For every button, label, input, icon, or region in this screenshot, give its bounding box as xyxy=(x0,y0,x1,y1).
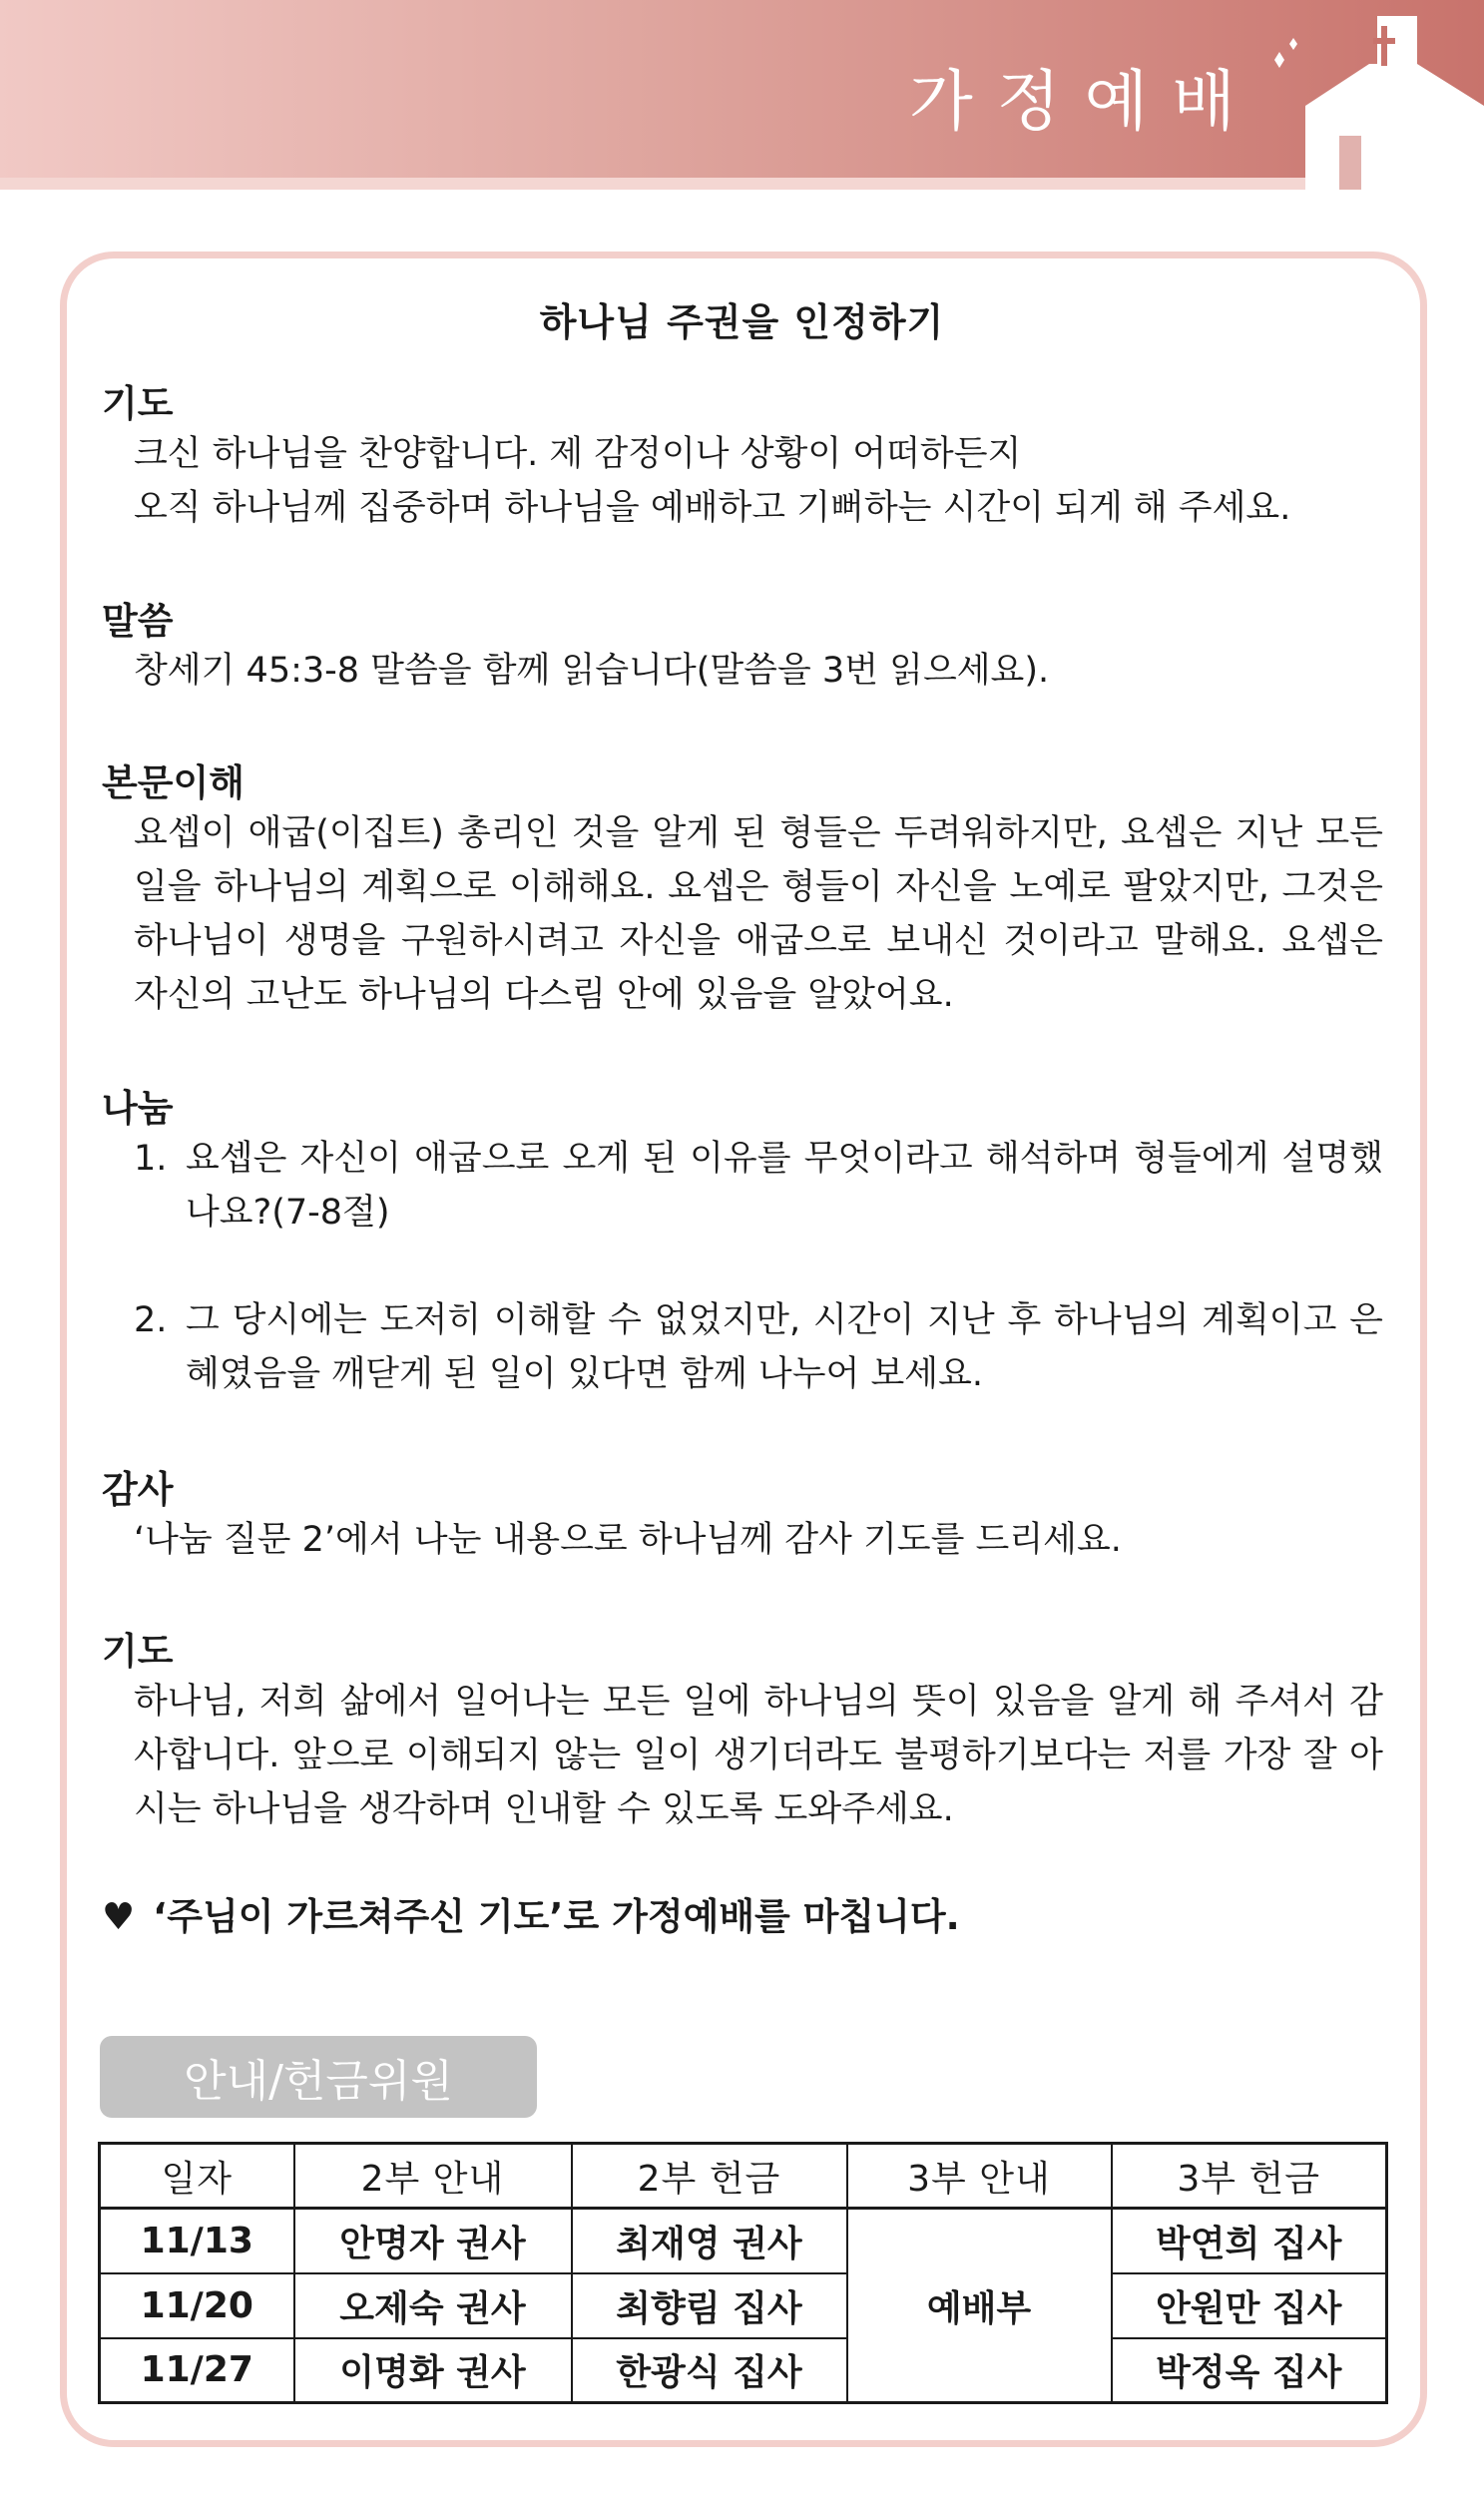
column-header: 2부 안내 xyxy=(294,2144,572,2209)
sharing-list xyxy=(134,1132,1383,1455)
table-cell: 박정옥 집사 xyxy=(1112,2338,1387,2403)
prayer-heading: 기도 xyxy=(102,382,174,425)
list-text: 그 당시에는 도저히 이해할 수 없었지만, 시간이 지난 후 하나님의 계획이고 은혜였음을 깨닫게 된 일이 있다면 함께 나누어 보세요. xyxy=(186,1300,1383,1394)
table-row xyxy=(100,2338,1387,2403)
closing-prayer-heading: 기도 xyxy=(102,1630,174,1673)
table-row xyxy=(100,2273,1387,2338)
prayer-text xyxy=(134,427,1383,535)
word-heading: 말씀 xyxy=(102,600,174,643)
column-header: 3부 안내 xyxy=(847,2144,1112,2209)
roster-label: 안내/헌금위원 xyxy=(100,2036,537,2118)
date-cell: 11/20 xyxy=(100,2273,294,2338)
list-number: 1. xyxy=(134,1139,168,1179)
column-header: 3부 헌금 xyxy=(1112,2144,1387,2209)
date-cell: 11/27 xyxy=(100,2338,294,2403)
prayer-line: 오직 하나님께 집중하며 하나님을 예배하고 기뻐하는 시간이 되게 해 주세요. xyxy=(134,488,1291,528)
understanding-text: 요셉이 애굽(이집트) 총리인 것을 알게 된 형들은 두려워하지만, 요셉은 지난 모든 일을 하나님의 계획으로 이해해요. 요셉은 형들이 자신을 노예로 팔았지만, 그것은 하나님이 생명을 구원하시려고 자신을 애굽으로 보내신 것이라고 말해요. 요셉은 자신의 고난도 하나님의 다스림 안에 있음을 알았어요. xyxy=(134,813,1383,1015)
list-number: 2. xyxy=(134,1300,168,1340)
list-text: 요셉은 자신이 애굽으로 오게 된 이유를 무엇이라고 해석하며 형들에게 설명했나요?(7-8절) xyxy=(186,1139,1383,1233)
header-banner xyxy=(0,0,1484,178)
devotion-title: 하나님 주권을 인정하기 xyxy=(539,300,945,344)
table-header-row xyxy=(100,2144,1387,2209)
header-divider xyxy=(0,178,1484,190)
thanks-text: ‘나눔 질문 2’에서 나눈 내용으로 하나님께 감사 기도를 드리세요. xyxy=(134,1520,1122,1560)
prayer-line: 크신 하나님을 찬양합니다. 제 감정이나 상황이 어떠하든지 xyxy=(134,434,1022,474)
table-cell: 안원만 집사 xyxy=(1112,2273,1387,2338)
thanks-heading: 감사 xyxy=(102,1468,174,1511)
page-title: 가정예배 xyxy=(908,63,1259,140)
list-item xyxy=(134,1132,1383,1240)
list-item xyxy=(134,1293,1383,1401)
church-icon xyxy=(1269,16,1484,190)
column-header: 일자 xyxy=(100,2144,294,2209)
table-cell: 박연희 집사 xyxy=(1112,2209,1387,2273)
closing-text: ‘주님이 가르쳐주신 기도’로 가정예배를 마칩니다. xyxy=(153,1895,960,1938)
sharing-heading: 나눔 xyxy=(102,1087,174,1130)
understanding-heading: 본문이해 xyxy=(102,761,245,804)
date-cell: 11/13 xyxy=(100,2209,294,2273)
table-cell: 안명자 권사 xyxy=(294,2209,572,2273)
roster-table xyxy=(98,2142,1388,2404)
table-cell: 최향림 집사 xyxy=(572,2273,847,2338)
table-cell: 이명화 권사 xyxy=(294,2338,572,2403)
word-text: 창세기 45:3-8 말씀을 함께 읽습니다(말씀을 3번 읽으세요). xyxy=(134,651,1050,691)
column-header: 2부 헌금 xyxy=(572,2144,847,2209)
table-cell: 한광식 집사 xyxy=(572,2338,847,2403)
closing-line xyxy=(102,1886,960,1940)
heart-icon: ♥ xyxy=(102,1895,136,1938)
table-cell: 오제숙 권사 xyxy=(294,2273,572,2338)
closing-prayer-text: 하나님, 저희 삶에서 일어나는 모든 일에 하나님의 뜻이 있음을 알게 해 주셔서 감사합니다. 앞으로 이해되지 않는 일이 생기더라도 불평하기보다는 저를 가장 잘 아시는 하나님을 생각하며 인내할 수 있도록 도와주세요. xyxy=(134,1682,1383,1829)
table-cell: 최재영 권사 xyxy=(572,2209,847,2273)
table-row xyxy=(100,2209,1387,2273)
merged-3bu-guide-cell: 예배부 xyxy=(847,2209,1112,2403)
